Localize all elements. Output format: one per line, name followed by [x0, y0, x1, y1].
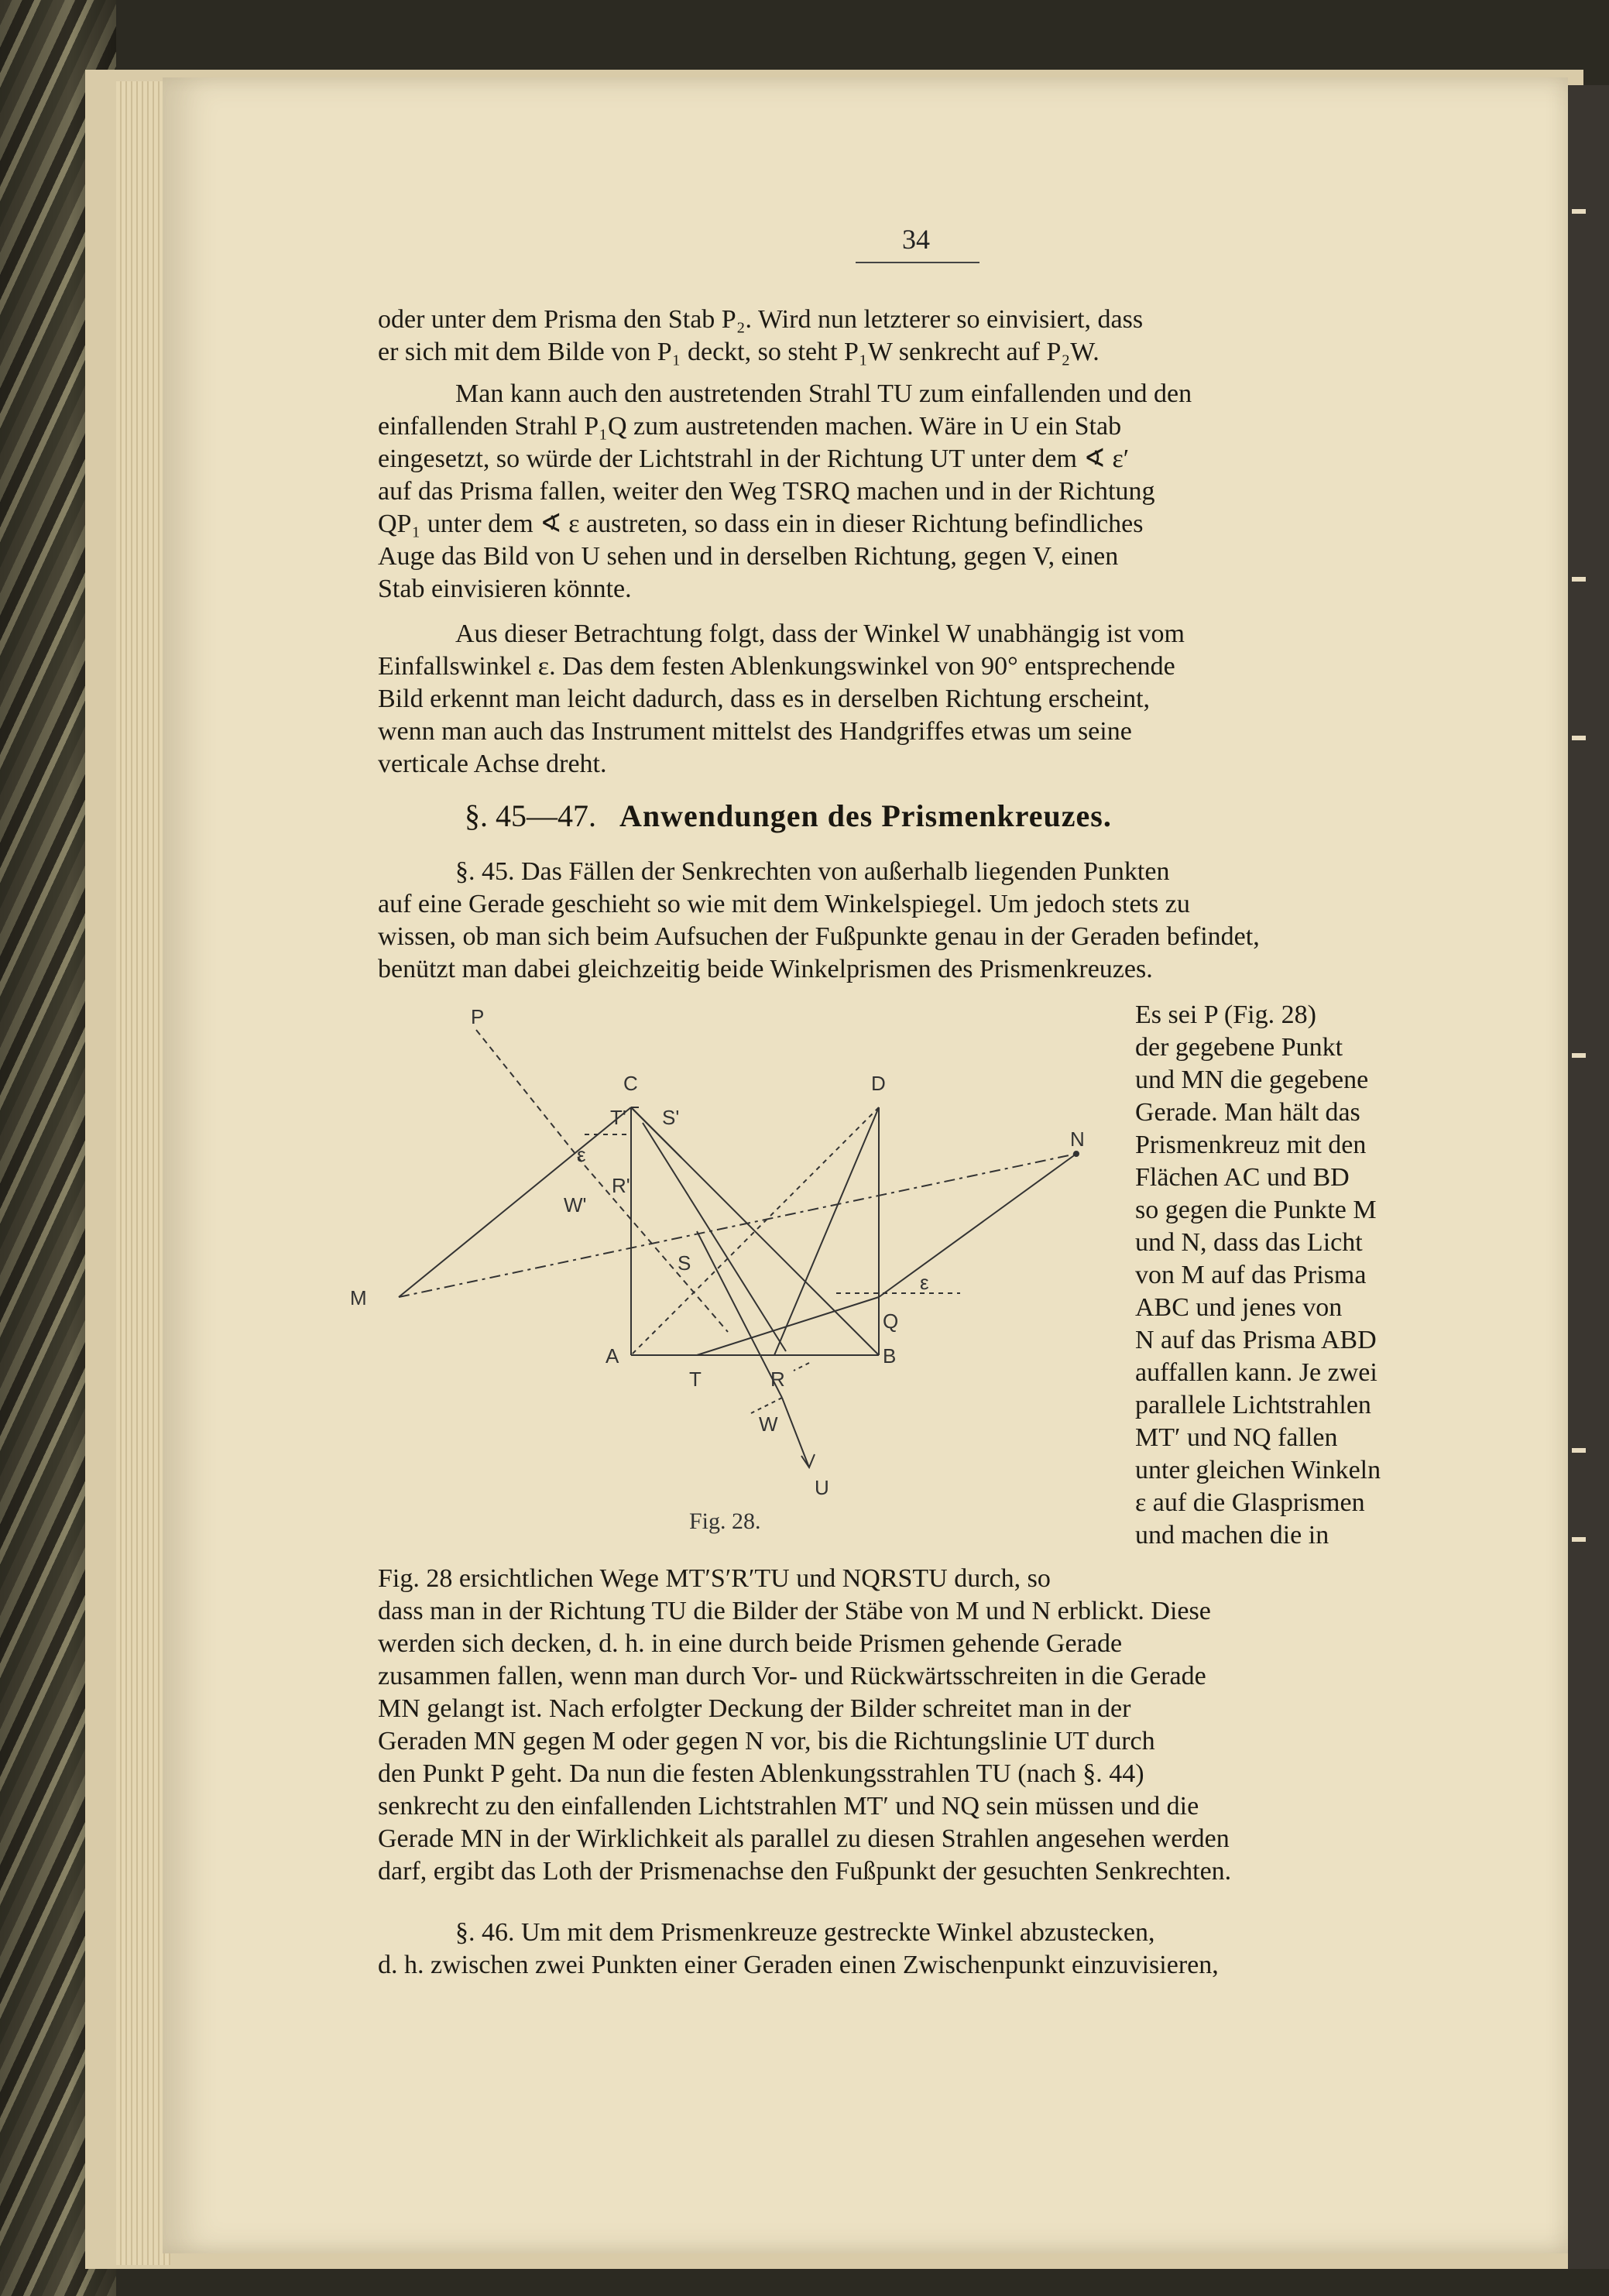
- text-line: oder unter dem Prisma den Stab P₂. Wird nun letzterer so einvisiert, dass: [378, 305, 1144, 334]
- text-line: ABC und jenes von: [1135, 1293, 1343, 1322]
- paragraph-1: [378, 304, 1462, 369]
- section-45-paragraph: [378, 856, 1462, 986]
- label-R1: R': [612, 1174, 630, 1197]
- label-R: R: [770, 1368, 785, 1391]
- text-line: Aus dieser Betrachtung folgt, dass der Winkel W unabhängig ist vom: [455, 619, 1185, 648]
- text-line: er sich mit dem Bilde von P₁ deckt, so steht P₁W senkrecht auf P₂W.: [378, 338, 1100, 366]
- text-line: §. 46. Um mit dem Prismenkreuze gestreckte Winkel abzustecken,: [455, 1918, 1155, 1947]
- text-line: QP₁ unter dem ∢ ε austreten, so dass ein in dieser Richtung befindliches: [378, 510, 1144, 538]
- text-line: Flächen AC und BD: [1135, 1163, 1350, 1192]
- text-line: parallele Lichtstrahlen: [1135, 1391, 1371, 1419]
- label-eps1: ε: [577, 1143, 586, 1166]
- text-line: und MN die gegebene: [1135, 1066, 1369, 1094]
- text-line: den Punkt P geht. Da nun die festen Ablenkungsstrahlen TU (nach §. 44): [378, 1759, 1144, 1788]
- page-number: 34: [902, 224, 930, 255]
- ray-R-D: [774, 1107, 879, 1355]
- label-U: U: [815, 1476, 829, 1499]
- line-P-W1: [476, 1030, 585, 1165]
- text-line: Man kann auch den austretenden Strahl TU zum einfallenden und den: [455, 379, 1192, 408]
- section-title: Anwendungen des Prismenkreuzes.: [619, 798, 1112, 833]
- ray-Q-T: [697, 1297, 879, 1355]
- text-line: unter gleichen Winkeln: [1135, 1456, 1381, 1484]
- section-46-paragraph: [378, 1917, 1462, 1982]
- text-line: benützt man dabei gleichzeitig beide Winkelprismen des Prismenkreuzes.: [378, 955, 1153, 983]
- text-line: N auf das Prisma ABD: [1135, 1326, 1377, 1354]
- text-line: und machen die in: [1135, 1521, 1329, 1550]
- label-A: A: [606, 1344, 619, 1368]
- text-line: zusammen fallen, wenn man durch Vor- und Rückwärtsschreiten in die Gerade: [378, 1662, 1206, 1690]
- text-line: darf, ergibt das Loth der Prismenachse den Fußpunkt der gesuchten Senkrechten.: [378, 1857, 1232, 1886]
- label-S1: S': [662, 1106, 680, 1129]
- text-line: werden sich decken, d. h. in eine durch beide Prismen gehende Gerade: [378, 1629, 1123, 1658]
- label-C: C: [623, 1072, 638, 1095]
- page-number-rule: [856, 262, 979, 263]
- line-W: [751, 1398, 782, 1413]
- edge-mark: [1572, 736, 1586, 740]
- text-line: Es sei P (Fig. 28): [1135, 1000, 1316, 1029]
- text-line: Einfallswinkel ε. Das dem festen Ablenkungswinkel von 90° entsprechende: [378, 652, 1175, 681]
- label-B: B: [883, 1344, 897, 1368]
- label-T: T: [689, 1368, 702, 1391]
- arrow-U: [801, 1454, 815, 1467]
- edge-mark: [1572, 1448, 1586, 1453]
- label-P: P: [471, 1005, 485, 1028]
- text-line: einfallenden Strahl P₁Q zum austretenden machen. Wäre in U ein Stab: [378, 412, 1122, 441]
- text-line: ε auf die Glasprismen: [1135, 1488, 1365, 1517]
- continuation-paragraph: [378, 1563, 1462, 1888]
- line-MN: [399, 1154, 1076, 1297]
- section-heading: [465, 798, 1112, 834]
- text-line: verticale Achse dreht.: [378, 750, 607, 778]
- text-line: Geraden MN gegen M oder gegen N vor, bis die Richtungslinie UT durch: [378, 1727, 1155, 1755]
- text-line: dass man in der Richtung TU die Bilder der Stäbe von M und N erblickt. Diese: [378, 1597, 1211, 1625]
- text-line: Gerade MN in der Wirklichkeit als parallel zu diesen Strahlen angesehen werden: [378, 1824, 1230, 1853]
- text-line: der gegebene Punkt: [1135, 1033, 1343, 1062]
- point-N: [1074, 1151, 1079, 1156]
- text-line: und N, dass das Licht: [1135, 1228, 1363, 1257]
- text-line: wenn man auch das Instrument mittelst des Handgriffes etwas um seine: [378, 717, 1132, 746]
- label-D: D: [871, 1072, 886, 1095]
- label-T1: T': [610, 1106, 626, 1129]
- section-number: §. 45—47.: [465, 798, 596, 833]
- text-line: MT′ und NQ fallen: [1135, 1423, 1338, 1452]
- edge-mark: [1572, 577, 1586, 582]
- paragraph-3: [378, 618, 1462, 781]
- text-line: wissen, ob man sich beim Aufsuchen der Fußpunkte genau in der Geraden befindet,: [378, 922, 1260, 951]
- right-page-edge: [1568, 85, 1609, 2269]
- ray-M-T1: [399, 1107, 631, 1297]
- label-N: N: [1070, 1127, 1085, 1151]
- text-line: auf das Prisma fallen, weiter den Weg TSRQ machen und in der Richtung: [378, 477, 1155, 506]
- line-R: [794, 1363, 809, 1371]
- text-line: auf eine Gerade geschieht so wie mit dem Winkelspiegel. Um jedoch stets zu: [378, 890, 1190, 918]
- text-line: MN gelangt ist. Nach erfolgter Deckung der Bilder schreitet man in der: [378, 1694, 1131, 1723]
- text-line: Bild erkennt man leicht dadurch, dass es in derselben Richtung erscheint,: [378, 685, 1151, 713]
- text-line: auffallen kann. Je zwei: [1135, 1358, 1377, 1387]
- text-line: §. 45. Das Fällen der Senkrechten von außerhalb liegenden Punkten: [455, 857, 1170, 886]
- text-line: Gerade. Man hält das: [1135, 1098, 1360, 1127]
- edge-mark: [1572, 1053, 1586, 1058]
- label-S: S: [678, 1251, 691, 1275]
- label-Q: Q: [883, 1309, 899, 1333]
- edge-mark: [1572, 1537, 1586, 1542]
- figure-28-diagram: [350, 999, 1085, 1502]
- ray-S-W: [697, 1231, 782, 1398]
- label-eps2: ε: [920, 1271, 929, 1294]
- text-line: Stab einvisieren könnte.: [378, 575, 632, 603]
- text-line: Fig. 28 ersichtlichen Wege MT′S′R′TU und NQRSTU durch, so: [378, 1564, 1051, 1593]
- label-W1: W': [564, 1193, 587, 1217]
- label-M: M: [350, 1286, 367, 1309]
- text-line: eingesetzt, so würde der Lichtstrahl in der Richtung UT unter dem ∢ ε′: [378, 444, 1130, 473]
- text-line: d. h. zwischen zwei Punkten einer Geraden einen Zwischenpunkt einzuvisieren,: [378, 1951, 1219, 1979]
- edge-mark: [1572, 209, 1586, 214]
- text-line: von M auf das Prisma: [1135, 1261, 1367, 1289]
- text-line: Auge das Bild von U sehen und in derselben Richtung, gegen V, einen: [378, 542, 1119, 571]
- text-line: so gegen die Punkte M: [1135, 1196, 1377, 1224]
- figure-caption: Fig. 28.: [689, 1508, 761, 1534]
- ray-W-U: [782, 1398, 809, 1467]
- text-line: Prismenkreuz mit den: [1135, 1131, 1367, 1159]
- side-column-text: [1135, 999, 1460, 1552]
- label-W: W: [759, 1412, 778, 1436]
- paragraph-2: [378, 378, 1462, 606]
- text-line: senkrecht zu den einfallenden Lichtstrahlen MT′ und NQ sein müssen und die: [378, 1792, 1199, 1821]
